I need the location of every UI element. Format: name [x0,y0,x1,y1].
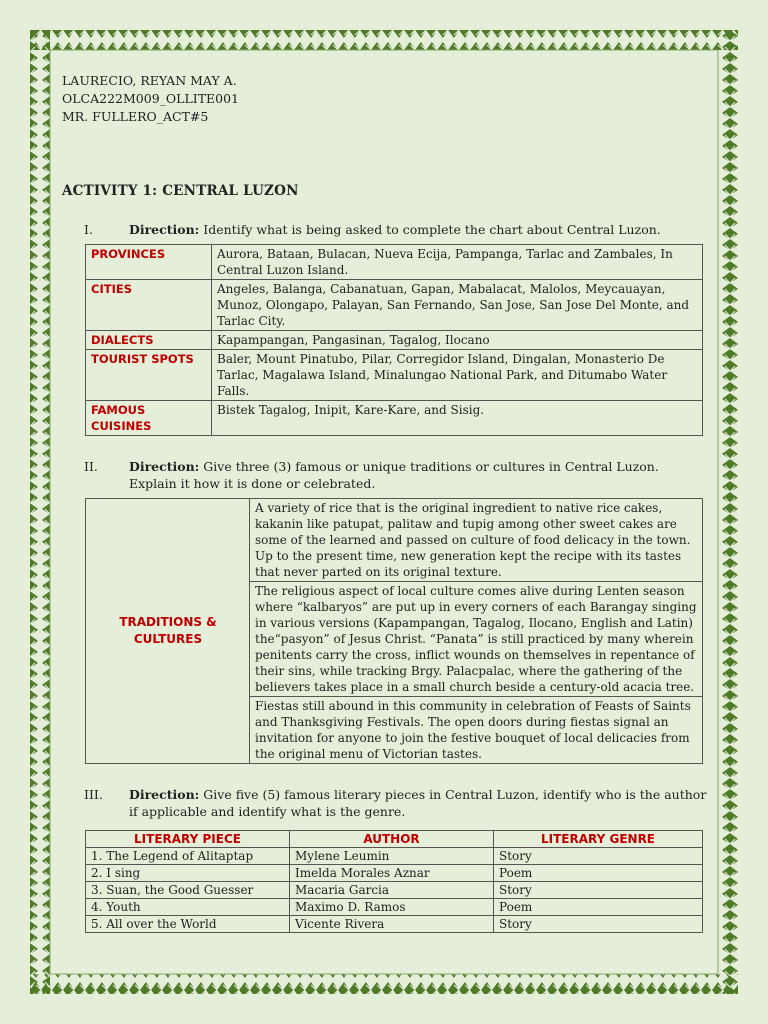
table-row [86,882,703,899]
cell-piece: 4. Youth [86,899,290,916]
cell-author: Macaria Garcia [290,882,494,899]
section-number: III. [84,787,103,802]
table-row [86,499,703,582]
central-luzon-chart [85,244,703,436]
chart-label: CITIES [86,280,212,331]
teacher-activity: MR. FULLERO_ACT#5 [62,109,209,124]
cell-piece: 3. Suan, the Good Guesser [86,882,290,899]
column-header-author: AUTHOR [290,831,494,848]
table-row [86,280,703,331]
chart-value: Angeles, Balanga, Cabanatuan, Gapan, Mabalacat, Malolos, Meycauayan, Munoz, Olongapo, Palayan, San Fernando, San Jose, San Jose Del Monte, and Tarlac City. [212,280,703,331]
table-row [86,916,703,933]
table-row [86,350,703,401]
course-code: OLCA222M009_OLLITE001 [62,91,240,106]
column-header-genre: LITERARY GENRE [494,831,703,848]
cell-genre: Story [494,848,703,865]
tradition-item: The religious aspect of local culture comes alive during Lenten season where “kalbaryos” are put up in every corners of each Barangay singing in various versions (Kapampangan, Tagalog, Ilocano, English and Latin) the“pasyon” of Jesus Christ. “Panata” is still practiced by many wherein penitents carry the cross, inflict wounds on themselves in repentance of their sins, while tracking Brgy. Palacpalac, where the gathering of the believers takes place in a small church beside a century-old acacia tree. [250,582,703,697]
chart-value: Aurora, Bataan, Bulacan, Nueva Ecija, Pampanga, Tarlac and Zambales, In Central Luzon Island. [212,245,703,280]
column-header-piece: LITERARY PIECE [86,831,290,848]
direction-label: Direction: [129,787,200,802]
chart-label: PROVINCES [86,245,212,280]
cell-author: Imelda Morales Aznar [290,865,494,882]
chart-value: Kapampangan, Pangasinan, Tagalog, Ilocano [212,331,703,350]
direction-2 [62,458,707,492]
cell-piece: 1. The Legend of Alitaptap [86,848,290,865]
chart-value: Bistek Tagalog, Inipit, Kare-Kare, and Sisig. [212,401,703,436]
cell-author: Mylene Leumin [290,848,494,865]
chart-label: FAMOUS CUISINES [86,401,212,436]
section-number: II. [84,459,98,474]
chart-label: DIALECTS [86,331,212,350]
direction-text: Give three (3) famous or unique traditions or cultures in Central Luzon. Explain it how it is done or celebrated. [129,459,659,491]
literary-pieces-table [85,830,703,933]
table-row [86,899,703,916]
cell-genre: Poem [494,899,703,916]
direction-1 [62,221,707,238]
chart-label: TOURIST SPOTS [86,350,212,401]
activity-title: ACTIVITY 1: CENTRAL LUZON [62,183,299,199]
direction-label: Direction: [129,459,200,474]
direction-label: Direction: [129,222,200,237]
table-row [86,401,703,436]
table-row [86,245,703,280]
section-number: I. [84,222,93,237]
direction-text: Give five (5) famous literary pieces in Central Luzon, identify who is the author if applicable and identify what is the genre. [129,787,707,819]
cell-author: Vicente Rivera [290,916,494,933]
table-header-row [86,831,703,848]
table-row [86,865,703,882]
student-name: LAURECIO, REYAN MAY A. [62,73,237,88]
chart-value: Baler, Mount Pinatubo, Pilar, Corregidor Island, Dingalan, Monasterio De Tarlac, Magalawa Island, Minalungao National Park, and Ditumabo Water Falls. [212,350,703,401]
cell-piece: 2. I sing [86,865,290,882]
tradition-item: A variety of rice that is the original ingredient to native rice cakes, kakanin like patupat, palitaw and tupig among other sweet cakes are some of the learned and passed on culture of food delicacy in the town. Up to the present time, new generation kept the recipe with its tastes that never parted on its original texture. [250,499,703,582]
cell-genre: Story [494,882,703,899]
direction-3 [62,786,707,820]
tradition-item: Fiestas still abound in this community in celebration of Feasts of Saints and Thanksgiving Festivals. The open doors during fiestas signal an invitation for anyone to join the festive bouquet of local delicacies from the original menu of Victorian tastes. [250,697,703,764]
cell-author: Maximo D. Ramos [290,899,494,916]
document-body [62,72,707,933]
table-row [86,331,703,350]
table-row [86,848,703,865]
traditions-table [85,498,703,764]
cell-genre: Story [494,916,703,933]
traditions-label: TRADITIONS & CULTURES [86,499,250,764]
cell-genre: Poem [494,865,703,882]
direction-text: Identify what is being asked to complete the chart about Central Luzon. [199,222,661,237]
cell-piece: 5. All over the World [86,916,290,933]
